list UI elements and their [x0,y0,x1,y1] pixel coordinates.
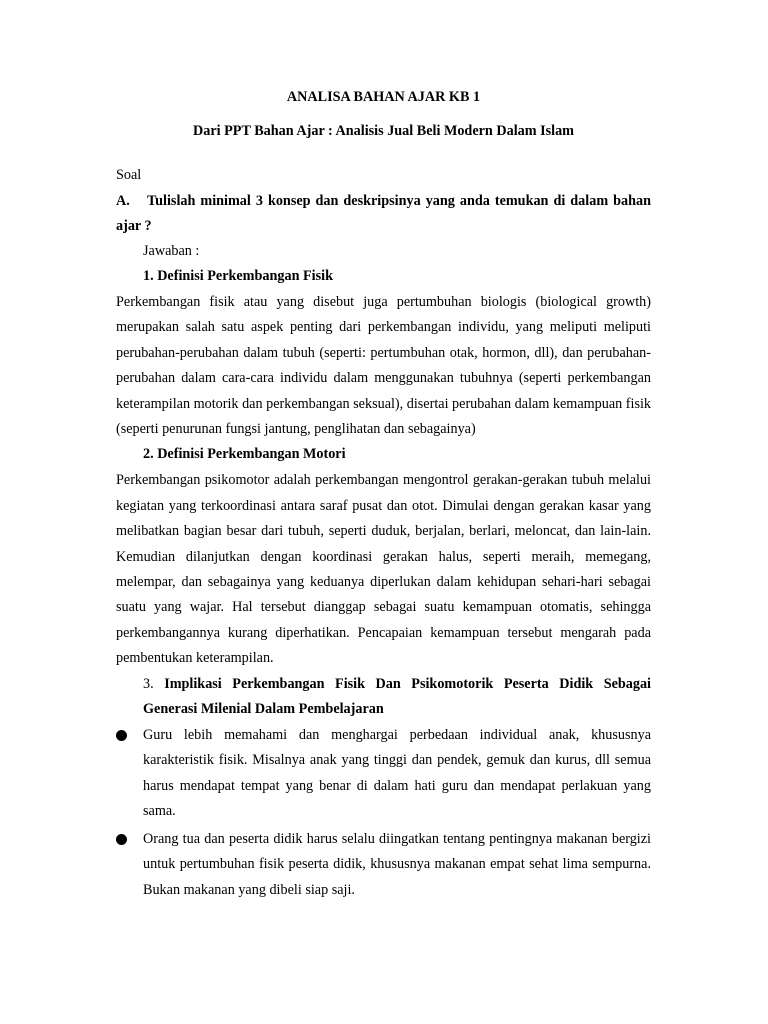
section-3-number: 3. [143,675,154,692]
section-2-body: Perkembangan psikomotor adalah perkembangan mengontrol gerakan-gerakan tubuh melalui kegiatan yang terkoordinasi antara saraf pusat dan otot. Dimulai dengan gerakan kasar yang melibatkan bagian besar dari tubuh, seperti duduk, berjalan, berlari, meloncat, dan lain-lain. Kemudian dilanjutkan dengan koordinasi gerakan halus, seperti meraih, memegang, melempar, dan sebagainya yang keduanya diperlukan dalam kehidupan sehari-hari sebagai suatu yang wajar. Hal tersebut dianggap sebagai suatu kemampuan otomatis, sehingga perkembangannya kurang diperhatikan. Pencapaian kemampuan tersebut mengarah pada pembentukan keterampilan. [116,472,651,667]
section-2-heading: 2. Definisi Perkembangan Motori [143,446,346,463]
soal-label: Soal [116,167,142,183]
section-3-heading [116,672,651,723]
section-1-heading: 1. Definisi Perkembangan Fisik [143,268,333,284]
bullet-dot-icon [116,730,127,741]
section-1-body: Perkembangan fisik atau yang disebut juga pertumbuhan biologis (biological growth) merupakan salah satu aspek penting dari perkembangan individu, yang meliputi meliputi perubahan-perubahan dalam tubuh (seperti: pertumbuhan otak, hormon, dll), dan perubahan-perubahan dalam cara-cara individu dalam menggunakan tubuhnya (seperti perkembangan keterampilan motorik dan perkembangan seksual), disertai perubahan dalam kemampuan fisik (seperti penurunan fungsi jantung, penglihatan dan sebagainya) [116,294,652,438]
jawaban-label: Jawaban : [143,243,200,259]
question-letter: A. [116,193,130,209]
list-item [116,827,651,904]
section-3-heading-text: Implikasi Perkembangan Fisik Dan Psikomotorik Peserta Didik Sebagai Generasi Milenial Dalam Pembelajaran [143,675,651,718]
document-subtitle: Dari PPT Bahan Ajar : Analisis Jual Beli Modern Dalam Islam [193,123,574,139]
document-title: ANALISA BAHAN AJAR KB 1 [286,89,481,105]
document-page [116,84,651,905]
question-text: Tulislah minimal 3 konsep dan deskripsinya yang anda temukan di dalam bahan ajar ? [116,193,651,234]
list-item [116,723,651,825]
question-a [116,189,651,239]
bullet-text: Orang tua dan peserta didik harus selalu diingatkan tentang pentingnya makanan bergizi untuk pertumbuhan fisik peserta didik, khususnya makanan empat sehat lima sempurna. Bukan makanan yang dibeli siap saji. [143,830,651,898]
bullet-dot-icon [116,834,127,845]
bullet-text: Guru lebih memahami dan menghargai perbedaan individual anak, khususnya karakteristik fisik. Misalnya anak yang tinggi dan pendek, gemuk dan kurus, dll semua harus mendapat tempat yang benar di dalam hati guru dan mendapat perlakuan yang sama. [143,726,651,820]
section-3-bullet-list [116,723,651,904]
